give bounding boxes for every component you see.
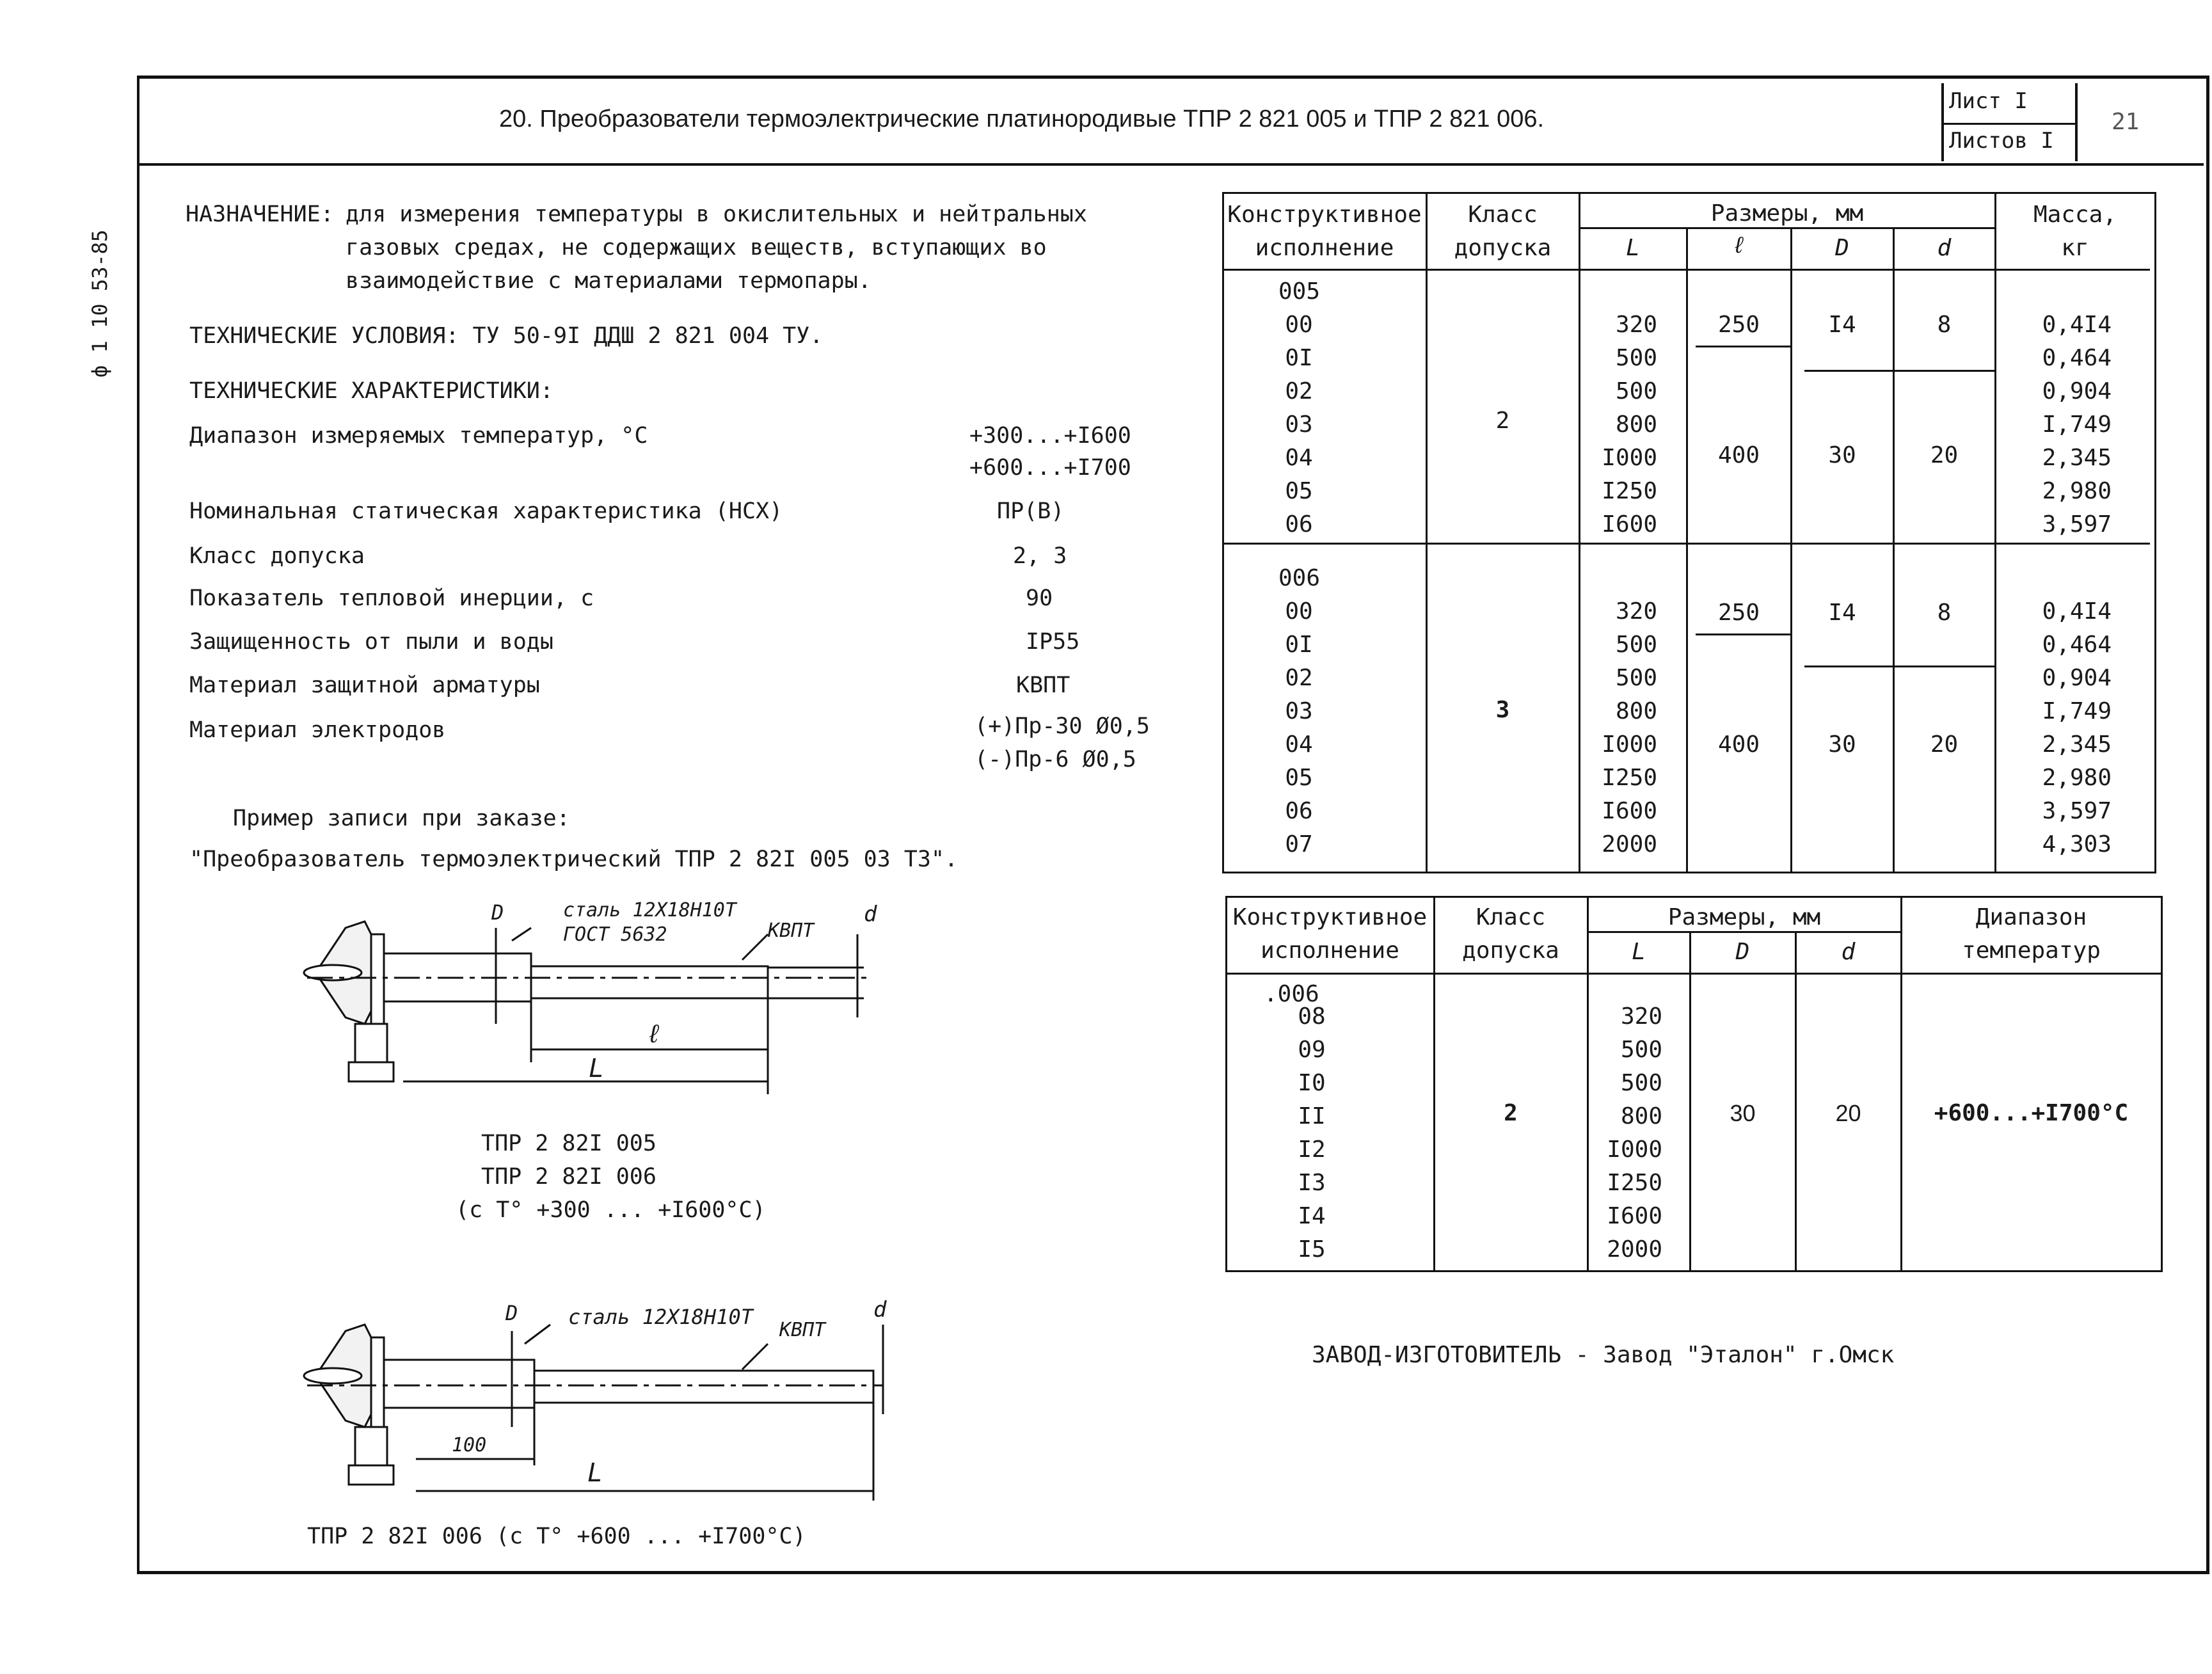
table-cell-mass: 2,980 [2042,478,2112,504]
table-cell-variant: I3 [1298,1170,1326,1196]
t1-group1-l-large: 400 [1717,442,1760,468]
t1-group2-d-large: 20 [1930,731,1959,758]
t2-header-L: L [1632,939,1646,965]
table-cell-variant: 07 [1285,831,1313,857]
table-cell-variant: I4 [1298,1203,1326,1229]
t2-code: .006 [1264,981,1319,1007]
t2-header-class-1: Класс [1476,904,1546,930]
spec-label-range: Диапазон измеряемых температур, °С [189,423,648,449]
table-cell-L: 500 [1615,632,1657,658]
drawing1-label-D: D [491,900,504,925]
t2-header-range-2: температур [1962,937,2101,964]
spec-value-armature: КВПТ [1016,673,1070,698]
sheets-label: Листов I [1949,128,2054,154]
spec-label-class: Класс допуска [189,543,365,569]
t1-header-class-1: Класс [1468,202,1538,228]
drawing2-label-steel: сталь 12Х18Н10Т [568,1305,753,1329]
t1-group2-class: 3 [1495,697,1510,723]
t1-header-construct-1: Конструктивное [1227,202,1422,228]
t2-d: 20 [1835,1100,1861,1126]
purpose-line-2: газовых средах, не содержащих веществ, вступающих во [346,235,1047,260]
t1-group1-variants [1273,308,1325,541]
drawing1-label-L: L [589,1054,605,1083]
spec-value-class: 2, 3 [1013,543,1067,569]
spec-label-ip: Защищенность от пыли и воды [189,629,553,655]
t2-D: 30 [1730,1100,1756,1126]
title-rule [139,163,2204,166]
table-cell-mass: 2,980 [2042,765,2112,791]
spec-label-inertia: Показатель тепловой инерции, с [189,586,594,611]
t1-header-D: D [1835,235,1849,261]
drawing2-label-kvpt: КВПТ [779,1319,826,1341]
table-cell-variant: II [1298,1103,1326,1129]
table-cell-mass: 0,4I4 [2042,312,2112,338]
t2-header-construct-2: исполнение [1261,937,1399,964]
purpose-line-1: для измерения температуры в окислительных и нейтральных [346,202,1087,227]
spec-value-range-2: +600...+I700 [969,455,1131,481]
table-cell-mass: 0,4I4 [2042,598,2112,625]
table-cell-mass: 3,597 [2042,798,2112,824]
t2-class: 2 [1504,1100,1518,1126]
drawing2-label-d: d [873,1297,887,1323]
t1-header-d: d [1937,235,1952,261]
t1-header-mass-2: кг [2061,235,2089,261]
t2-header-class-2: допуска [1462,937,1559,964]
t1-group1-l-small: 250 [1717,312,1760,338]
t1-group1-D-large: 30 [1828,442,1856,468]
t1-header-sizes: Размеры, мм [1710,200,1864,227]
t2-L-column [1588,1000,1662,1266]
spec-label-nsh: Номинальная статическая характеристика (НСХ) [189,498,783,524]
drawing2-label-D: D [505,1301,518,1325]
table-cell-variant: I2 [1298,1136,1326,1163]
table-cell-variant: 02 [1285,378,1313,404]
table-cell-L: 320 [1620,1003,1662,1030]
t1-group2-code: 006 [1278,565,1321,591]
drawing1-caption-1: ТПР 2 82I 005 [481,1131,656,1156]
spec-value-nsh: ПР(В) [997,498,1065,524]
t1-group2-l-large: 400 [1717,731,1760,758]
manufacturer: ЗАВОД-ИЗГОТОВИТЕЛЬ - Завод "Эталон" г.Омск [1312,1342,1895,1368]
table-cell-variant: 04 [1285,445,1313,471]
table-cell-mass: 0,904 [2042,665,2112,691]
t2-header-range-1: Диапазон [1975,904,2087,930]
t2-variants [1286,1000,1337,1266]
spec-label-electrodes: Материал электродов [189,717,446,743]
table-cell-variant: 06 [1285,798,1313,824]
drawing1-label-d: d [864,902,877,927]
table-cell-variant: 09 [1298,1037,1326,1063]
table-cell-L: 500 [1620,1037,1662,1063]
order-example-label: Пример записи при заказе: [233,806,570,831]
side-stamp: ф 1 10 53-85 [88,229,112,378]
table-cell-mass: 0,904 [2042,378,2112,404]
t1-group2-mass-column [2009,595,2112,861]
table-cell-variant: 02 [1285,665,1313,691]
t1-header-construct-2: исполнение [1255,235,1394,261]
table-cell-L: I250 [1602,765,1657,791]
table-cell-L: 500 [1620,1070,1662,1096]
spec-value-inertia: 90 [1026,586,1053,611]
table-cell-L: 800 [1615,698,1657,724]
table-cell-L: 800 [1620,1103,1662,1129]
table-cell-variant: I5 [1298,1236,1326,1263]
spec-value-electrodes-1: (+)Пр-30 Ø0,5 [975,713,1150,739]
table-cell-variant: 00 [1285,312,1313,338]
table-cell-variant: 08 [1298,1003,1326,1030]
t1-group2-d-small: 8 [1937,600,1952,626]
t1-header-l: ℓ [1731,232,1746,259]
table-cell-L: I000 [1607,1136,1662,1163]
t2-range: +600...+I700°С [1934,1100,2129,1126]
table-cell-variant: 0I [1285,345,1313,371]
t1-group1-mass-column [2009,308,2112,541]
spec-value-electrodes-2: (-)Пр-6 Ø0,5 [975,747,1136,772]
sheet-box [1941,83,2078,161]
drawing2-label-100: 100 [452,1434,487,1456]
spec-label-armature: Материал защитной арматуры [189,673,540,698]
table-cell-variant: 0I [1285,632,1313,658]
table-cell-mass: I,749 [2042,411,2112,438]
purpose-line-3: взаимодействие с материалами термопары. [346,268,871,294]
t2-header-d: d [1841,939,1856,965]
table-cell-mass: 2,345 [2042,731,2112,758]
t1-group1-D-small: I4 [1828,312,1856,338]
t1-header-L: L [1626,235,1640,261]
tech-conditions: ТЕХНИЧЕСКИЕ УСЛОВИЯ: ТУ 50-9I ДДШ 2 821 004 ТУ. [189,323,824,349]
t1-header-mass-1: Масса, [2033,202,2117,228]
table-cell-L: I250 [1602,478,1657,504]
drawing1-label-kvpt: КВПТ [768,920,815,942]
order-example: "Преобразователь термоэлектрический ТПР 2 82I 005 03 Т3". [189,847,959,872]
table-cell-L: I600 [1602,511,1657,538]
table-cell-mass: 3,597 [2042,511,2112,538]
t1-group2-D-small: I4 [1828,600,1856,626]
table-cell-mass: 0,464 [2042,632,2112,658]
table-cell-variant: 03 [1285,411,1313,438]
drawing1-caption-2: ТПР 2 82I 006 [481,1164,656,1190]
tech-char-heading: ТЕХНИЧЕСКИЕ ХАРАКТЕРИСТИКИ: [189,378,553,404]
purpose-label: НАЗНАЧЕНИЕ: [186,202,334,227]
table-cell-L: I600 [1607,1203,1662,1229]
table-cell-mass: 4,303 [2042,831,2112,857]
t1-group1-class: 2 [1495,408,1510,434]
sheet-divider [1944,123,2075,125]
spec-value-range-1: +300...+I600 [969,423,1131,449]
t1-group1-d-small: 8 [1937,312,1952,338]
t1-group1-code: 005 [1278,278,1321,305]
table-cell-mass: 2,345 [2042,445,2112,471]
drawing1-label-gost: ГОСТ 5632 [563,923,667,946]
t2-header-sizes: Размеры, мм [1667,904,1821,930]
table-cell-L: I600 [1602,798,1657,824]
table-cell-L: 2000 [1602,831,1657,857]
spec-value-ip: IP55 [1026,629,1080,655]
table-cell-mass: 0,464 [2042,345,2112,371]
table-cell-variant: 03 [1285,698,1313,724]
table-cell-variant: 05 [1285,478,1313,504]
table-cell-L: 500 [1615,378,1657,404]
table-cell-L: 500 [1615,345,1657,371]
table-cell-L: I000 [1602,731,1657,758]
drawing1-label-l: ℓ [646,1019,662,1049]
table-cell-variant: 04 [1285,731,1313,758]
t1-group2-L-column [1580,595,1657,861]
table-cell-L: I250 [1607,1170,1662,1196]
table-cell-L: 800 [1615,411,1657,438]
drawing2-caption: ТПР 2 82I 006 (с Т° +600 ... +I700°С) [307,1524,806,1549]
drawing1-label-steel: сталь 12Х18Н10Т [563,899,736,921]
table-cell-variant: I0 [1298,1070,1326,1096]
t1-group2-l-small: 250 [1717,600,1760,626]
sheet-label: Лист I [1949,88,2028,114]
t2-header-D: D [1735,939,1750,965]
t1-group2-variants [1273,595,1325,861]
table-cell-L: 2000 [1607,1236,1662,1263]
page-number: 21 [2112,109,2140,135]
page-title: 20. Преобразователи термоэлектрические платинородивые ТПР 2 821 005 и ТПР 2 821 006. [499,106,1545,132]
t1-header-class-2: допуска [1454,235,1552,261]
t1-group2-D-large: 30 [1828,731,1856,758]
table-cell-L: 320 [1615,598,1657,625]
table-cell-variant: 06 [1285,511,1313,538]
table-cell-L: I000 [1602,445,1657,471]
table-cell-variant: 00 [1285,598,1313,625]
table-cell-mass: I,749 [2042,698,2112,724]
table-cell-variant: 05 [1285,765,1313,791]
t1-group1-d-large: 20 [1930,442,1959,468]
t1-group1-L-column [1580,308,1657,541]
table-cell-L: 320 [1615,312,1657,338]
drawing1-caption-3: (с Т° +300 ... +I600°С) [456,1197,766,1223]
table-cell-L: 500 [1615,665,1657,691]
t2-header-construct-1: Конструктивное [1232,904,1428,930]
drawing2-label-L: L [587,1458,603,1488]
side-stamp-wrap [88,229,128,570]
